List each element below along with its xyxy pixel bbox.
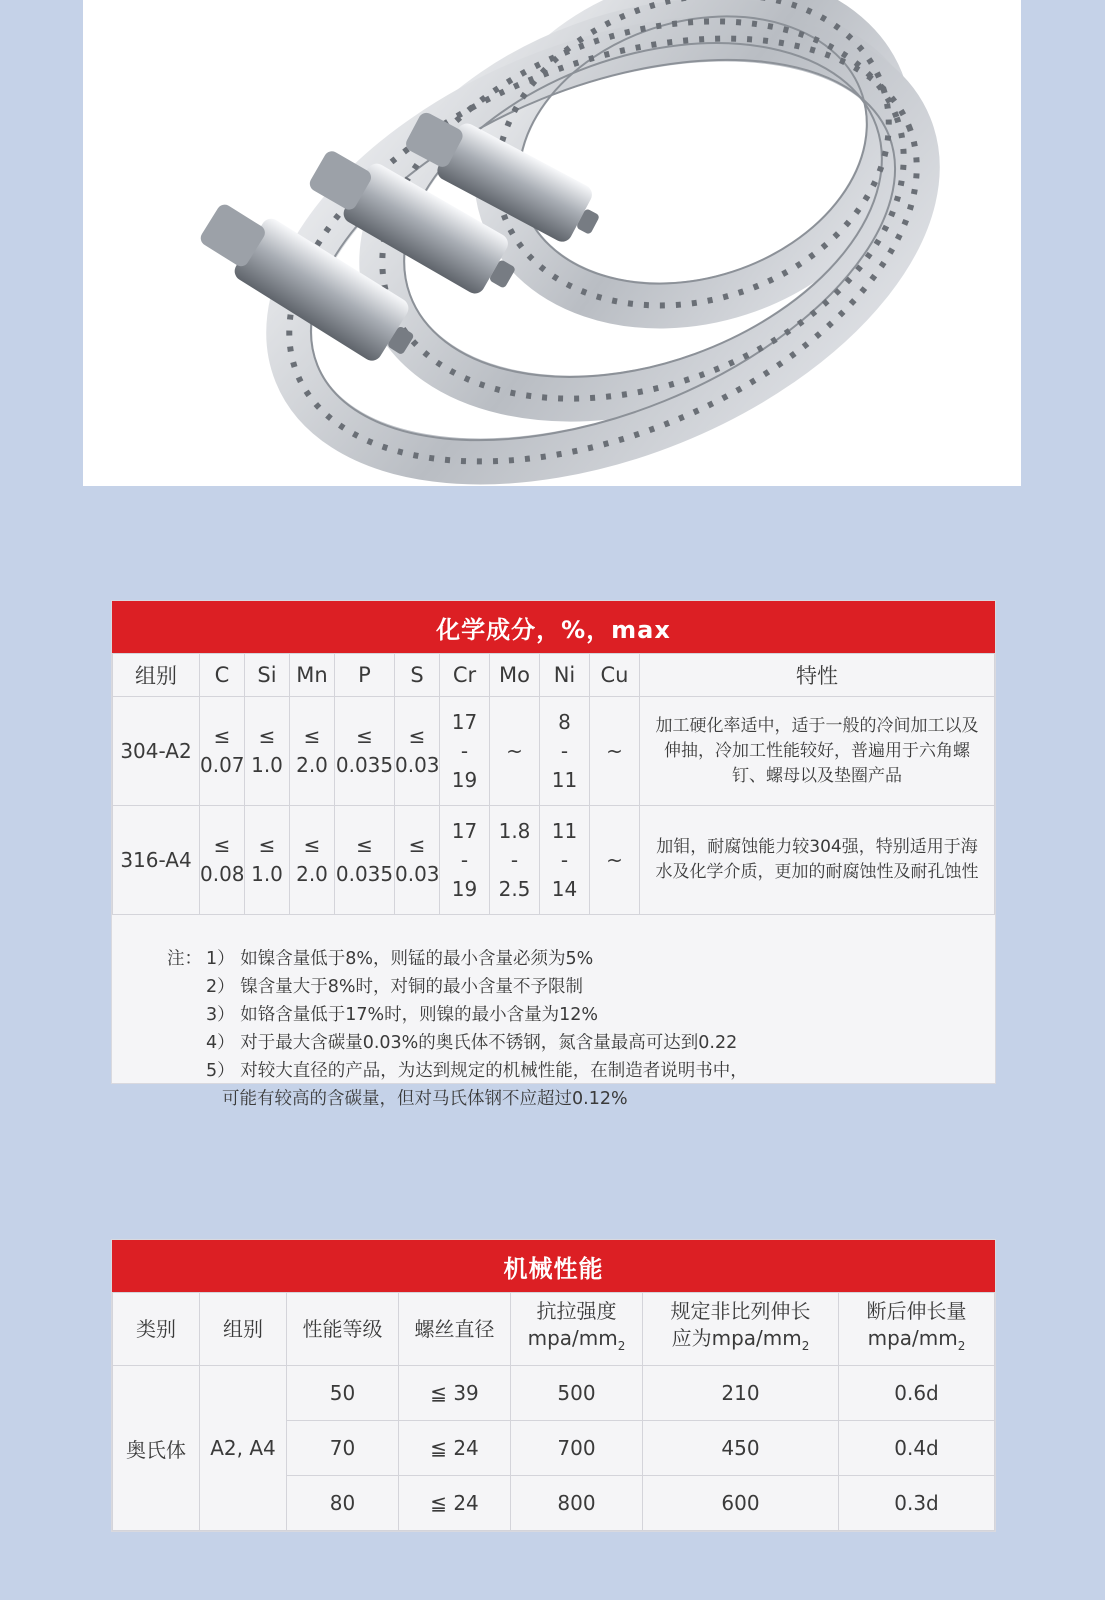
- notes-section: [112, 915, 995, 1109]
- cr-cell: 17 - 19: [440, 806, 490, 915]
- col-header: Mo: [490, 654, 540, 697]
- note-line: 可能有较高的含碳量，但对马氏体钢不应超过0.12%: [222, 1089, 628, 1109]
- chemical-table-title: 化学成分，%，max: [112, 601, 995, 653]
- yield-cell: 600: [643, 1476, 839, 1531]
- note-line: 4） 对于最大含碳量0.03%的奥氏体不锈钢，氮含量最高可达到0.22: [206, 1033, 738, 1053]
- mo-cell: 1.8 - 2.5: [490, 806, 540, 915]
- col-header: 类别: [113, 1293, 200, 1366]
- mechanical-properties-table: [111, 1239, 996, 1532]
- note-line: 3） 如铬含量低于17%时，则镍的最小含量为12%: [206, 1005, 598, 1025]
- grade-cell: 50: [287, 1366, 399, 1421]
- property-description: 加工硬化率适中，适于一般的冷间加工以及伸抽，冷加工性能较好，普遍用于六角螺钉、螺母以及垫圈产品: [640, 697, 995, 806]
- col-header: 断后伸长量 mpa/$mm_2$: [839, 1293, 995, 1366]
- col-header: Cu: [590, 654, 640, 697]
- si-cell: ≤ 1.0: [245, 697, 290, 806]
- col-header: 螺丝直径: [399, 1293, 511, 1366]
- ni-cell: 11 - 14: [540, 806, 590, 915]
- col-header: Ni: [540, 654, 590, 697]
- property-description: 加钼，耐腐蚀能力较304强，特别适用于海水及化学介质，更加的耐腐蚀性及耐孔蚀性: [640, 806, 995, 915]
- elongation-cell: 0.4d: [839, 1421, 995, 1476]
- elongation-cell: 0.3d: [839, 1476, 995, 1531]
- col-header: S: [395, 654, 440, 697]
- group-cell: A2, A4: [200, 1366, 287, 1531]
- col-header: 抗拉强度 mpa/$mm_2$: [511, 1293, 643, 1366]
- yield-cell: 450: [643, 1421, 839, 1476]
- table-row: [113, 697, 995, 806]
- elongation-cell: 0.6d: [839, 1366, 995, 1421]
- chemical-header-row: [113, 654, 995, 697]
- diameter-cell: ≦ 39: [399, 1366, 511, 1421]
- grade-cell: 70: [287, 1421, 399, 1476]
- hose-clamp-image: [83, 0, 1021, 486]
- col-header: P: [335, 654, 395, 697]
- col-header: 组别: [200, 1293, 287, 1366]
- s-cell: ≤ 0.03: [395, 697, 440, 806]
- diameter-cell: ≦ 24: [399, 1421, 511, 1476]
- col-header: 性能等级: [287, 1293, 399, 1366]
- col-header: 组别: [113, 654, 200, 697]
- c-cell: ≤ 0.07: [200, 697, 245, 806]
- cu-cell: ~: [590, 806, 640, 915]
- product-photo-card: [83, 0, 1021, 486]
- table-row: [113, 1366, 995, 1421]
- notes-label: 注：: [167, 949, 202, 969]
- si-cell: ≤ 1.0: [245, 806, 290, 915]
- ni-cell: 8 - 11: [540, 697, 590, 806]
- grade-cell: 316-A4: [113, 806, 200, 915]
- grade-cell: 80: [287, 1476, 399, 1531]
- note-line: 2） 镍含量大于8%时，对铜的最小含量不予限制: [206, 977, 583, 997]
- tensile-cell: 800: [511, 1476, 643, 1531]
- cu-cell: ~: [590, 697, 640, 806]
- diameter-cell: ≦ 24: [399, 1476, 511, 1531]
- mn-cell: ≤ 2.0: [290, 697, 335, 806]
- table-row: [113, 806, 995, 915]
- tensile-cell: 700: [511, 1421, 643, 1476]
- mn-cell: ≤ 2.0: [290, 806, 335, 915]
- p-cell: ≤ 0.035: [335, 806, 395, 915]
- p-cell: ≤ 0.035: [335, 697, 395, 806]
- grade-cell: 304-A2: [113, 697, 200, 806]
- col-header: Si: [245, 654, 290, 697]
- note-line: 注： 1） 如镍含量低于8%，则锰的最小含量必须为5%: [134, 945, 995, 973]
- note-line: 5） 对较大直径的产品，为达到规定的机械性能，在制造者说明书中，: [206, 1061, 748, 1081]
- col-header: Mn: [290, 654, 335, 697]
- col-header: Cr: [440, 654, 490, 697]
- yield-cell: 210: [643, 1366, 839, 1421]
- cr-cell: 17 - 19: [440, 697, 490, 806]
- category-cell: 奥氏体: [113, 1366, 200, 1531]
- mechanical-header-row: [113, 1293, 995, 1366]
- col-header: 规定非比列伸长 应为mpa/$mm_2$: [643, 1293, 839, 1366]
- c-cell: ≤ 0.08: [200, 806, 245, 915]
- col-header: C: [200, 654, 245, 697]
- col-header: 特性: [640, 654, 995, 697]
- chemical-composition-table: [111, 600, 996, 1109]
- tensile-cell: 500: [511, 1366, 643, 1421]
- s-cell: ≤ 0.03: [395, 806, 440, 915]
- mo-cell: ~: [490, 697, 540, 806]
- mechanical-table-title: 机械性能: [112, 1240, 995, 1292]
